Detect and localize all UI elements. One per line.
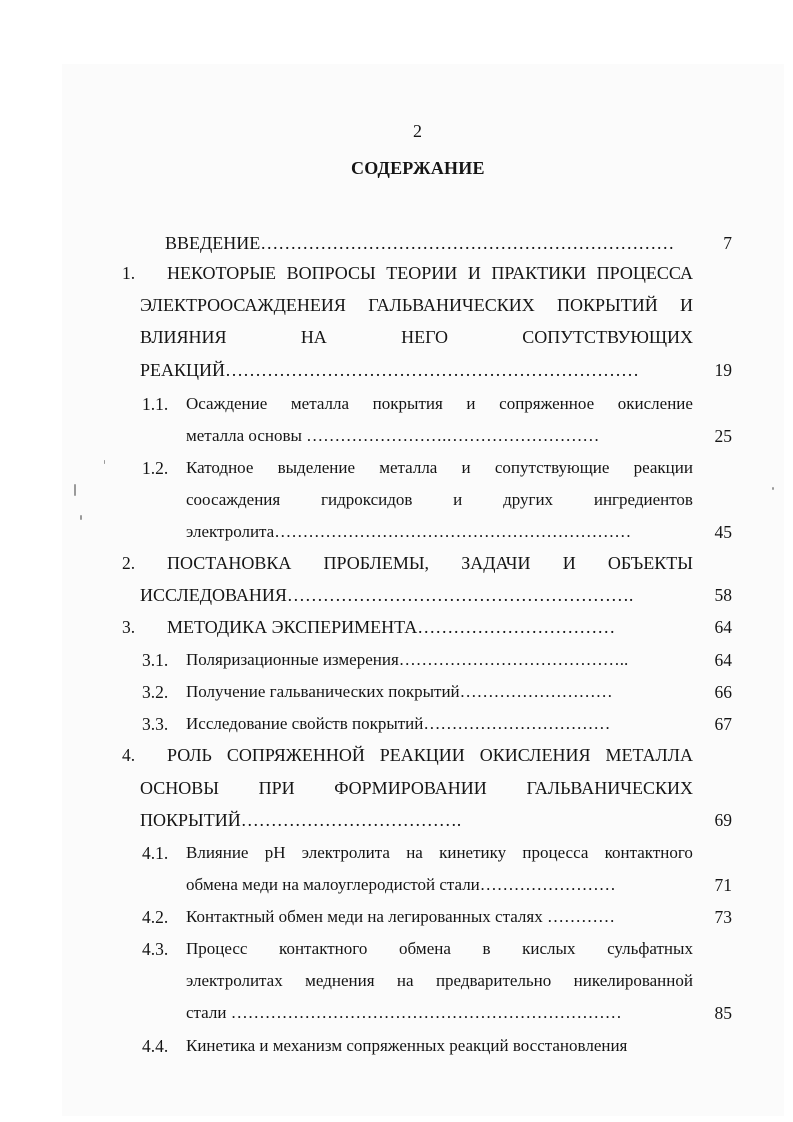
toc-section-1-1-line-1: [186, 394, 693, 414]
toc-section-3-3: [186, 714, 610, 734]
toc-section-1-2-line-3: [186, 522, 631, 542]
toc-chapter-4-line-3: [140, 810, 461, 831]
toc-section-4-4: Кинетика и механизм сопряженных реакций восстановления: [186, 1036, 628, 1055]
toc-word: И: [680, 295, 693, 315]
toc-entry-text: ПОКРЫТИЙ: [140, 810, 241, 830]
scan-speck: [772, 487, 774, 490]
toc-chapter-number: 1.: [122, 263, 136, 283]
toc-section-3-2: [186, 682, 613, 702]
toc-word: соосаждения: [186, 490, 281, 509]
toc-page-number: 19: [714, 360, 732, 380]
toc-page-number: 66: [714, 682, 732, 702]
toc-section-number: 3.1.: [142, 650, 169, 670]
toc-chapter-2-line-2: [140, 585, 633, 606]
toc-chapter-1-line-3: [140, 327, 693, 348]
toc-word: в: [482, 939, 491, 958]
dot-leader: ……………………………: [417, 617, 616, 637]
toc-chapter-1-line-4: [140, 360, 639, 381]
toc-word: сульфатных: [607, 939, 693, 958]
toc-entry-text: Поляризационные измерения: [186, 650, 399, 669]
toc-page-number: 58: [714, 585, 732, 605]
toc-word: НА: [300, 327, 327, 347]
toc-word: кинетику: [439, 843, 507, 862]
toc-word: и: [466, 394, 476, 413]
dot-leader: …………………….………………………: [306, 426, 600, 445]
toc-page-number: 64: [714, 617, 732, 637]
dot-leader: ……………………………………………………………: [230, 1003, 622, 1022]
toc-word: металла: [379, 458, 438, 477]
toc-chapter-1-line-1: [167, 263, 693, 284]
toc-chapter-4-line-1: [167, 745, 693, 766]
toc-word: электролитах: [186, 971, 283, 990]
toc-entry-text: металла основы: [186, 426, 302, 445]
toc-section-4-1-line-1: [186, 843, 693, 863]
toc-section-number: 4.4.: [142, 1036, 169, 1056]
toc-word: гидроксидов: [321, 490, 413, 509]
toc-word: РОЛЬ: [167, 745, 212, 765]
toc-section-4-1-line-2: [186, 875, 616, 895]
toc-page-number: 64: [714, 650, 732, 670]
toc-word: ОСНОВЫ: [140, 778, 219, 798]
toc-word: ПОКРЫТИЙ: [557, 295, 658, 315]
toc-word: ПРАКТИКИ: [491, 263, 587, 283]
toc-word: Осаждение: [186, 394, 268, 413]
toc-section-4-3-line-1: [186, 939, 693, 959]
toc-word: ГАЛЬВАНИЧЕСКИХ: [526, 778, 693, 798]
dot-leader: ……………………………: [423, 714, 611, 733]
toc-word: И: [467, 263, 481, 283]
toc-page-number: 85: [714, 1003, 732, 1023]
scan-speck: [80, 515, 82, 520]
toc-chapter-2-line-1: [167, 553, 693, 574]
toc-entry-text: электролита: [186, 522, 275, 541]
toc-word: ВОПРОСЫ: [286, 263, 376, 283]
toc-word: реакции: [633, 458, 693, 477]
toc-word: ПОСТАНОВКА: [167, 553, 292, 573]
toc-entry-text: стали: [186, 1003, 227, 1022]
toc-word: ПРИ: [258, 778, 295, 798]
toc-word: на: [406, 843, 423, 862]
toc-word: И: [562, 553, 576, 573]
toc-entry-text: Получение гальванических покрытий: [186, 682, 460, 701]
toc-entry-text: Контактный обмен меди на легированных сталях: [186, 907, 543, 926]
toc-word: никелированной: [573, 971, 693, 990]
toc-word: покрытия: [372, 394, 443, 413]
dot-leader: ………………………………………………….: [286, 585, 634, 605]
toc-chapter-number: 2.: [122, 553, 136, 573]
toc-word: сопутствующие: [494, 458, 610, 477]
toc-word: ЭЛЕКТРООСАЖДЕНЕИЯ: [140, 295, 346, 315]
toc-section-4-2: [186, 907, 615, 927]
toc-page-number: 7: [723, 233, 732, 253]
dot-leader: …………: [546, 907, 615, 926]
toc-section-number: 1.1.: [142, 394, 169, 414]
toc-word: ГАЛЬВАНИЧЕСКИХ: [368, 295, 535, 315]
toc-page-number: 67: [714, 714, 732, 734]
toc-word: ТЕОРИИ: [386, 263, 458, 283]
toc-entry-text: МЕТОДИКА ЭКСПЕРИМЕНТА: [167, 617, 418, 637]
toc-section-4-3-line-2: [186, 971, 693, 991]
toc-word: меднения: [305, 971, 375, 990]
dot-leader: ……………………………………………………………: [225, 360, 640, 380]
toc-entry-text: ИССЛЕДОВАНИЯ: [140, 585, 287, 605]
toc-word: ОБЪЕКТЫ: [607, 553, 693, 573]
dot-leader: ……………………: [479, 875, 616, 894]
toc-word: контактного: [279, 939, 368, 958]
toc-section-number: 1.2.: [142, 458, 169, 478]
toc-section-1-2-line-1: [186, 458, 693, 478]
toc-section-number: 4.2.: [142, 907, 169, 927]
toc-word: окисление: [617, 394, 693, 413]
toc-entry-intro: [165, 233, 674, 254]
toc-page-number: 69: [714, 810, 732, 830]
scan-speck: [74, 484, 76, 496]
toc-page-number: 71: [714, 875, 732, 895]
toc-word: металла: [290, 394, 350, 413]
toc-word: предварительно: [435, 971, 552, 990]
dot-leader: ………………………: [459, 682, 613, 701]
toc-page-number: 45: [714, 522, 732, 542]
toc-entry-text: Исследование свойств покрытий: [186, 714, 424, 733]
toc-chapter-3: [167, 617, 615, 638]
toc-page-number: 73: [714, 907, 732, 927]
toc-word: на: [396, 971, 414, 990]
toc-word: Процесс: [186, 939, 248, 958]
toc-word: МЕТАЛЛА: [605, 745, 693, 765]
toc-word: pH: [264, 843, 286, 862]
toc-word: ЗАДАЧИ: [461, 553, 531, 573]
page-number: 2: [413, 121, 422, 141]
toc-entry-text: РЕАКЦИЙ: [140, 360, 226, 380]
dot-leader: ……………………………………………………………: [260, 233, 675, 253]
toc-section-number: 4.3.: [142, 939, 169, 959]
toc-section-number: 3.3.: [142, 714, 169, 734]
toc-chapter-number: 3.: [122, 617, 136, 637]
toc-word: СОПРЯЖЕННОЙ: [226, 745, 365, 765]
toc-word: ВЛИЯНИЯ: [140, 327, 227, 347]
toc-word: НЕКОТОРЫЕ: [167, 263, 277, 283]
toc-word: ОКИСЛЕНИЯ: [479, 745, 591, 765]
toc-section-3-1: [186, 650, 628, 670]
toc-word: контактного: [604, 843, 693, 862]
toc-entry-title: ВВЕДЕНИЕ: [165, 233, 261, 253]
toc-section-1-1-line-2: [186, 426, 599, 446]
toc-word: и: [461, 458, 471, 477]
toc-word: СОПУТСТВУЮЩИХ: [522, 327, 693, 347]
toc-chapter-1-line-2: [140, 295, 693, 316]
dot-leader: ……………………………….: [240, 810, 462, 830]
toc-chapter-4-line-2: [140, 778, 693, 799]
toc-chapter-number: 4.: [122, 745, 136, 765]
toc-word: процесса: [522, 843, 589, 862]
page-title: СОДЕРЖАНИЕ: [351, 158, 485, 178]
toc-entry-text: обмена меди на малоуглеродистой стали: [186, 875, 480, 894]
dot-leader: ………………………………………………………: [274, 522, 632, 541]
toc-word: выделение: [277, 458, 356, 477]
toc-word: сопряженное: [499, 394, 595, 413]
toc-section-number: 4.1.: [142, 843, 169, 863]
toc-word: ПРОЦЕССА: [596, 263, 693, 283]
toc-section-1-2-line-2: [186, 490, 693, 510]
toc-word: других: [503, 490, 554, 509]
toc-word: ПРОБЛЕМЫ,: [323, 553, 430, 573]
toc-word: НЕГО: [401, 327, 449, 347]
toc-word: ингредиентов: [593, 490, 693, 509]
toc-page-number: 25: [714, 426, 732, 446]
toc-word: обмена: [398, 939, 451, 958]
toc-section-number: 3.2.: [142, 682, 169, 702]
toc-section-4-3-line-3: [186, 1003, 622, 1023]
dot-leader: …………………………………..: [398, 650, 629, 669]
toc-word: ФОРМИРОВАНИИ: [334, 778, 487, 798]
toc-word: Влияние: [186, 843, 249, 862]
toc-word: и: [453, 490, 463, 509]
toc-word: электролита: [301, 843, 390, 862]
toc-word: РЕАКЦИИ: [379, 745, 465, 765]
toc-word: Катодное: [186, 458, 254, 477]
toc-word: кислых: [522, 939, 576, 958]
scan-speck: [104, 460, 105, 464]
